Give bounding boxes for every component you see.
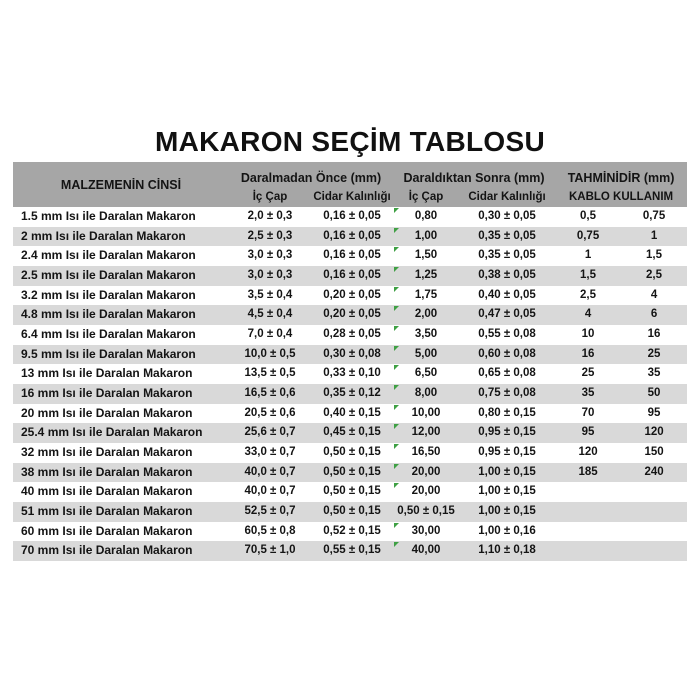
- green-triangle-indicator-icon: [394, 228, 399, 233]
- table-row: [13, 541, 687, 561]
- cell-before-inner-diameter: 52,5 ± 0,7: [229, 502, 311, 522]
- cell-material: 1.5 mm Isı ile Daralan Makaron: [21, 209, 196, 223]
- table-row: [13, 325, 687, 345]
- cell-before-wall-thickness: 0,50 ± 0,15: [323, 485, 381, 498]
- cell-before-wall-thickness: 0,16 ± 0,05: [323, 210, 381, 222]
- header-group-row: [13, 162, 687, 186]
- header-group-before-shrink: Daralmadan Önce (mm): [229, 162, 393, 186]
- cell-before-inner-diameter: 70,5 ± 1,0: [229, 541, 311, 561]
- cell-after-wall-thickness: 0,75 ± 0,08: [459, 384, 555, 404]
- cell-after-inner-diameter-value: 10,00: [411, 406, 441, 419]
- cell-material: 20 mm Isı ile Daralan Makaron: [21, 405, 193, 420]
- cell-cable-usage-max: 240: [621, 463, 687, 483]
- table-header: [13, 162, 687, 207]
- cell-cable-usage-max: 50: [621, 384, 687, 404]
- cell-before-wall-thickness: 0,35 ± 0,12: [311, 384, 393, 404]
- cell-after-inner-diameter: [393, 384, 459, 404]
- cell-cable-usage-max: 4: [650, 288, 658, 301]
- cell-before-wall-thickness: 0,16 ± 0,05: [311, 227, 393, 247]
- cell-before-inner-diameter: 60,5 ± 0,8: [244, 524, 296, 537]
- cell-material: 9.5 mm Isı ile Daralan Makaron: [13, 345, 229, 365]
- table-row: [13, 345, 687, 365]
- cell-after-inner-diameter: [393, 522, 459, 542]
- table-row: [13, 482, 687, 502]
- table-row: [13, 384, 687, 404]
- table-row: [13, 286, 687, 306]
- header-after-inner-diameter: İç Çap: [393, 186, 459, 207]
- header-material-type: MALZEMENİN CİNSİ: [13, 162, 229, 207]
- cell-after-inner-diameter: [393, 463, 459, 483]
- table-row: [13, 423, 687, 443]
- header-before-inner-diameter: İç Çap: [229, 186, 311, 207]
- cell-cable-usage-min: [555, 482, 621, 502]
- cell-before-inner-diameter: 3,0 ± 0,3: [247, 249, 293, 262]
- cell-before-wall-thickness: 0,33 ± 0,10: [323, 367, 381, 380]
- green-triangle-indicator-icon: [394, 464, 399, 469]
- cell-material: 4.8 mm Isı ile Daralan Makaron: [13, 305, 229, 325]
- table-body: [13, 207, 687, 561]
- table-row: [13, 502, 687, 522]
- cell-after-inner-diameter-value: 5,00: [414, 347, 438, 360]
- cell-after-inner-diameter-value: 8,00: [414, 386, 438, 399]
- cell-after-wall-thickness: 0,65 ± 0,08: [478, 367, 536, 380]
- cell-cable-usage-min: [555, 502, 621, 522]
- cell-after-wall-thickness: 0,95 ± 0,15: [459, 423, 555, 443]
- cell-before-wall-thickness: 0,20 ± 0,05: [323, 288, 381, 301]
- cell-cable-usage-min: 0,75: [555, 227, 621, 247]
- cell-cable-usage-max: 6: [621, 305, 687, 325]
- cell-before-inner-diameter: 2,0 ± 0,3: [247, 210, 293, 222]
- cell-before-inner-diameter: 2,5 ± 0,3: [229, 227, 311, 247]
- green-triangle-indicator-icon: [394, 267, 399, 272]
- cell-before-inner-diameter: 40,0 ± 0,7: [229, 463, 311, 483]
- cell-cable-usage-min: 35: [555, 384, 621, 404]
- cell-before-inner-diameter: 7,0 ± 0,4: [247, 327, 293, 340]
- green-triangle-indicator-icon: [394, 346, 399, 351]
- cell-after-inner-diameter: [393, 286, 459, 306]
- cell-material: 6.4 mm Isı ile Daralan Makaron: [21, 326, 196, 341]
- cell-after-inner-diameter-value: 20,00: [411, 485, 441, 498]
- header-group-estimate: TAHMİNİDİR (mm): [555, 162, 687, 186]
- cell-after-inner-diameter-value: 1,00: [414, 229, 438, 242]
- cell-after-wall-thickness: 0,38 ± 0,05: [459, 266, 555, 286]
- cell-after-inner-diameter-value: 2,00: [414, 308, 438, 321]
- table-row: [13, 364, 687, 384]
- cell-cable-usage-min: 1,5: [555, 266, 621, 286]
- cell-material: 2 mm Isı ile Daralan Makaron: [13, 227, 229, 247]
- cell-cable-usage-min: 185: [555, 463, 621, 483]
- makaron-selection-table: [13, 162, 687, 561]
- cell-before-inner-diameter: 3,0 ± 0,3: [229, 266, 311, 286]
- cell-material: 40 mm Isı ile Daralan Makaron: [21, 484, 193, 499]
- cell-after-inner-diameter-value: 6,50: [414, 367, 438, 380]
- cell-after-inner-diameter: [393, 443, 459, 463]
- cell-material: 38 mm Isı ile Daralan Makaron: [13, 463, 229, 483]
- cell-cable-usage-min: 1: [584, 249, 592, 262]
- cell-after-wall-thickness: 0,35 ± 0,05: [478, 249, 536, 262]
- cell-before-wall-thickness: 0,50 ± 0,15: [311, 502, 393, 522]
- page-title: MAKARON SEÇİM TABLOSU: [155, 126, 545, 157]
- cell-after-wall-thickness: 1,00 ± 0,16: [478, 524, 536, 537]
- cell-before-inner-diameter: 20,5 ± 0,6: [244, 406, 296, 419]
- cell-after-inner-diameter-value: 1,50: [414, 249, 438, 262]
- green-triangle-indicator-icon: [394, 483, 399, 488]
- cell-cable-usage-max: 1: [621, 227, 687, 247]
- green-triangle-indicator-icon: [394, 385, 399, 390]
- green-triangle-indicator-icon: [394, 444, 399, 449]
- green-triangle-indicator-icon: [394, 365, 399, 370]
- cell-after-inner-diameter: [393, 207, 459, 227]
- table-row: [13, 266, 687, 286]
- header-after-wall-thickness: Cidar Kalınlığı: [459, 186, 555, 207]
- cell-after-inner-diameter: [393, 364, 459, 384]
- header-group-after-shrink: Daraldıktan Sonra (mm): [393, 162, 555, 186]
- cell-after-wall-thickness: 0,35 ± 0,05: [459, 227, 555, 247]
- cell-after-inner-diameter-value: 3,50: [414, 327, 438, 340]
- cell-cable-usage-min: [555, 541, 621, 561]
- cell-after-inner-diameter-value: 1,75: [414, 288, 438, 301]
- cell-after-inner-diameter-value: 40,00: [411, 544, 441, 557]
- cell-before-wall-thickness: 0,28 ± 0,05: [323, 327, 381, 340]
- cell-material: 13 mm Isı ile Daralan Makaron: [21, 366, 193, 381]
- cell-after-inner-diameter-value: 1,25: [414, 268, 438, 281]
- green-triangle-indicator-icon: [394, 424, 399, 429]
- table-row: [13, 404, 687, 424]
- cell-cable-usage-min: 10: [581, 327, 595, 340]
- cell-after-inner-diameter: [393, 305, 459, 325]
- cell-cable-usage-max: 120: [621, 423, 687, 443]
- cell-after-inner-diameter: [393, 227, 459, 247]
- cell-after-inner-diameter-value: 0,50 ± 0,15: [397, 504, 455, 517]
- cell-after-inner-diameter: [393, 246, 459, 266]
- cell-after-wall-thickness: 0,55 ± 0,08: [478, 327, 536, 340]
- cell-before-wall-thickness: 0,20 ± 0,05: [311, 305, 393, 325]
- table-row: [13, 227, 687, 247]
- cell-material: 51 mm Isı ile Daralan Makaron: [13, 502, 229, 522]
- cell-cable-usage-min: 4: [555, 305, 621, 325]
- cell-after-inner-diameter-value: 0,80: [414, 210, 438, 222]
- table-row: [13, 305, 687, 325]
- cell-after-inner-diameter: [393, 266, 459, 286]
- cell-cable-usage-max: [621, 541, 687, 561]
- table-row: [13, 463, 687, 483]
- cell-cable-usage-max: 0,75: [642, 210, 666, 222]
- green-triangle-indicator-icon: [394, 306, 399, 311]
- table-row: [13, 443, 687, 463]
- cell-after-wall-thickness: 0,40 ± 0,05: [478, 288, 536, 301]
- cell-before-inner-diameter: 40,0 ± 0,7: [244, 485, 296, 498]
- green-triangle-indicator-icon: [394, 542, 399, 547]
- cell-cable-usage-min: 0,5: [580, 210, 597, 222]
- cell-cable-usage-min: 2,5: [580, 288, 597, 301]
- cell-after-inner-diameter: [393, 404, 459, 424]
- cell-cable-usage-min: 70: [581, 406, 595, 419]
- cell-before-inner-diameter: 13,5 ± 0,5: [244, 367, 296, 380]
- cell-before-wall-thickness: 0,30 ± 0,08: [311, 345, 393, 365]
- cell-cable-usage-min: 16: [555, 345, 621, 365]
- green-triangle-indicator-icon: [394, 405, 399, 410]
- cell-cable-usage-max: [621, 502, 687, 522]
- green-triangle-indicator-icon: [394, 287, 399, 292]
- cell-after-inner-diameter-value: 12,00: [411, 426, 441, 439]
- cell-after-inner-diameter: [393, 482, 459, 502]
- cell-after-wall-thickness: 1,00 ± 0,15: [478, 485, 536, 498]
- cell-cable-usage-max: 16: [647, 327, 661, 340]
- cell-cable-usage-max: 1,5: [646, 249, 663, 262]
- cell-after-wall-thickness: 1,00 ± 0,15: [459, 463, 555, 483]
- cell-after-inner-diameter-value: 30,00: [411, 524, 441, 537]
- cell-cable-usage-max: 150: [644, 445, 664, 458]
- cell-after-inner-diameter-value: 20,00: [411, 465, 441, 478]
- cell-cable-usage-min: [555, 522, 621, 542]
- cell-after-wall-thickness: 0,80 ± 0,15: [478, 406, 536, 419]
- cell-before-wall-thickness: 0,45 ± 0,15: [311, 423, 393, 443]
- cell-after-inner-diameter-value: 16,50: [411, 445, 441, 458]
- cell-after-wall-thickness: 0,47 ± 0,05: [459, 305, 555, 325]
- cell-cable-usage-max: 35: [647, 367, 661, 380]
- cell-before-wall-thickness: 0,55 ± 0,15: [311, 541, 393, 561]
- cell-before-inner-diameter: 33,0 ± 0,7: [244, 445, 296, 458]
- green-triangle-indicator-icon: [394, 326, 399, 331]
- cell-after-inner-diameter: [393, 325, 459, 345]
- table-row: [13, 522, 687, 542]
- cell-after-wall-thickness: 0,95 ± 0,15: [478, 445, 536, 458]
- cell-after-wall-thickness: 0,60 ± 0,08: [459, 345, 555, 365]
- cell-cable-usage-min: 120: [578, 445, 598, 458]
- cell-material: 32 mm Isı ile Daralan Makaron: [21, 444, 193, 459]
- table-row: [13, 207, 687, 227]
- cell-material: 16 mm Isı ile Daralan Makaron: [13, 384, 229, 404]
- green-triangle-indicator-icon: [394, 247, 399, 252]
- cell-cable-usage-max: [621, 522, 687, 542]
- cell-before-inner-diameter: 16,5 ± 0,6: [229, 384, 311, 404]
- cell-material: 60 mm Isı ile Daralan Makaron: [21, 523, 193, 538]
- cell-material: 3.2 mm Isı ile Daralan Makaron: [21, 287, 196, 302]
- cell-after-inner-diameter: [393, 502, 459, 522]
- cell-before-wall-thickness: 0,16 ± 0,05: [311, 266, 393, 286]
- cell-cable-usage-min: 25: [581, 367, 595, 380]
- cell-before-inner-diameter: 4,5 ± 0,4: [229, 305, 311, 325]
- cell-before-wall-thickness: 0,50 ± 0,15: [311, 463, 393, 483]
- cell-material: 2.5 mm Isı ile Daralan Makaron: [13, 266, 229, 286]
- cell-cable-usage-max: 95: [647, 406, 661, 419]
- cell-before-wall-thickness: 0,50 ± 0,15: [323, 445, 381, 458]
- cell-after-wall-thickness: 0,30 ± 0,05: [478, 210, 536, 222]
- cell-after-wall-thickness: 1,10 ± 0,18: [459, 541, 555, 561]
- cell-material: 70 mm Isı ile Daralan Makaron: [13, 541, 229, 561]
- cell-cable-usage-max: 2,5: [621, 266, 687, 286]
- green-triangle-indicator-icon: [394, 523, 399, 528]
- cell-before-inner-diameter: 25,6 ± 0,7: [229, 423, 311, 443]
- header-cable-usage: KABLO KULLANIM: [555, 186, 687, 207]
- cell-before-wall-thickness: 0,40 ± 0,15: [323, 406, 381, 419]
- green-triangle-indicator-icon: [394, 208, 399, 213]
- cell-cable-usage-min: 95: [555, 423, 621, 443]
- cell-after-inner-diameter: [393, 423, 459, 443]
- cell-before-wall-thickness: 0,52 ± 0,15: [323, 524, 381, 537]
- table-row: [13, 246, 687, 266]
- header-before-wall-thickness: Cidar Kalınlığı: [311, 186, 393, 207]
- cell-cable-usage-max: [621, 482, 687, 502]
- cell-before-wall-thickness: 0,16 ± 0,05: [323, 249, 381, 262]
- cell-material: 2.4 mm Isı ile Daralan Makaron: [21, 248, 196, 263]
- cell-after-inner-diameter: [393, 541, 459, 561]
- cell-material: 25.4 mm Isı ile Daralan Makaron: [13, 423, 229, 443]
- cell-after-inner-diameter: [393, 345, 459, 365]
- cell-after-wall-thickness: 1,00 ± 0,15: [459, 502, 555, 522]
- cell-before-inner-diameter: 10,0 ± 0,5: [229, 345, 311, 365]
- cell-before-inner-diameter: 3,5 ± 0,4: [247, 288, 293, 301]
- cell-cable-usage-max: 25: [621, 345, 687, 365]
